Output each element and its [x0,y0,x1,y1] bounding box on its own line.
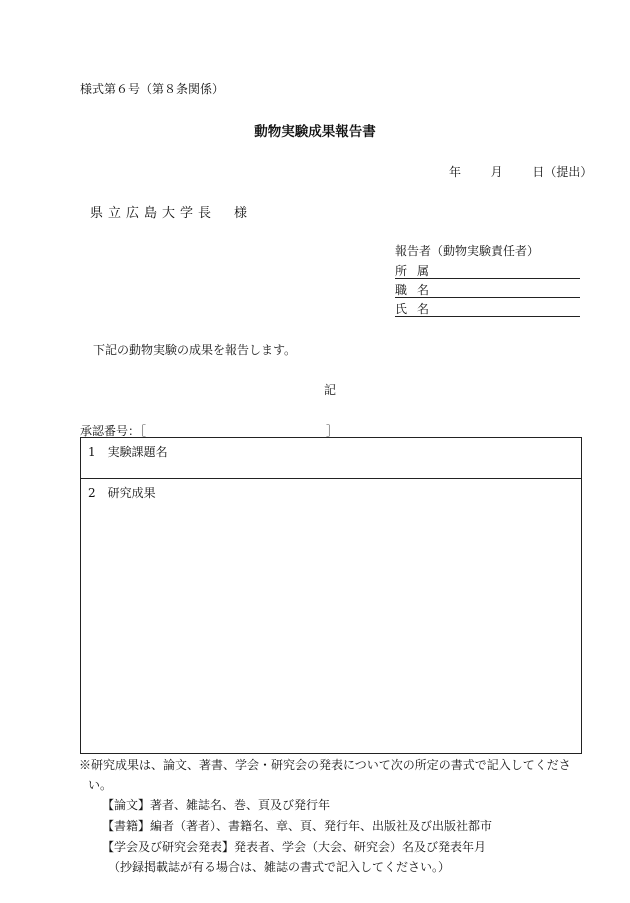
position-label: 職名 [395,283,440,297]
ki-heading: 記 [324,383,337,397]
affiliation-field[interactable] [395,262,580,279]
date-day: 日（提出） [532,165,593,179]
date-month: 月 [490,165,503,179]
date-year: 年 [449,165,462,179]
research-results-label: 2 研究成果 [88,486,156,500]
intro-text: 下記の動物実験の成果を報告します。 [93,343,297,357]
experiment-title-cell[interactable] [80,437,582,479]
page-title: 動物実験成果報告書 [254,124,376,140]
addressee: 県立広島大学長 様 [90,206,253,221]
submission-date [449,163,592,180]
format-book: 【書籍】編者（著者）、書籍名、章、頁、発行年、出版社及び出版社都市 [102,819,493,833]
approval-number-field[interactable]: 承認番号：［ ］ [80,424,339,438]
format-abstract-note: （抄録掲載誌が有る場合は、雑誌の書式で記入してください。） [108,860,451,874]
name-label: 氏名 [395,302,440,316]
note-line-1: ※研究成果は、論文、著書、学会・研究会の発表について次の所定の書式で記入してくださ [79,758,571,772]
format-paper: 【論文】著者、雑誌名、巻、頁及び発行年 [102,798,331,812]
affiliation-label: 所属 [395,264,440,278]
format-presentation: 【学会及び研究会発表】発表者、学会（大会、研究会）名及び発表年月 [102,840,487,854]
research-results-cell[interactable] [80,478,582,754]
position-field[interactable] [395,281,580,298]
name-field[interactable] [395,300,580,317]
experiment-title-label: 1 実験課題名 [88,445,168,459]
note-line-2: い。 [88,778,113,792]
form-number: 様式第６号（第８条関係） [80,82,225,96]
reporter-heading: 報告者（動物実験責任者） [395,244,540,258]
